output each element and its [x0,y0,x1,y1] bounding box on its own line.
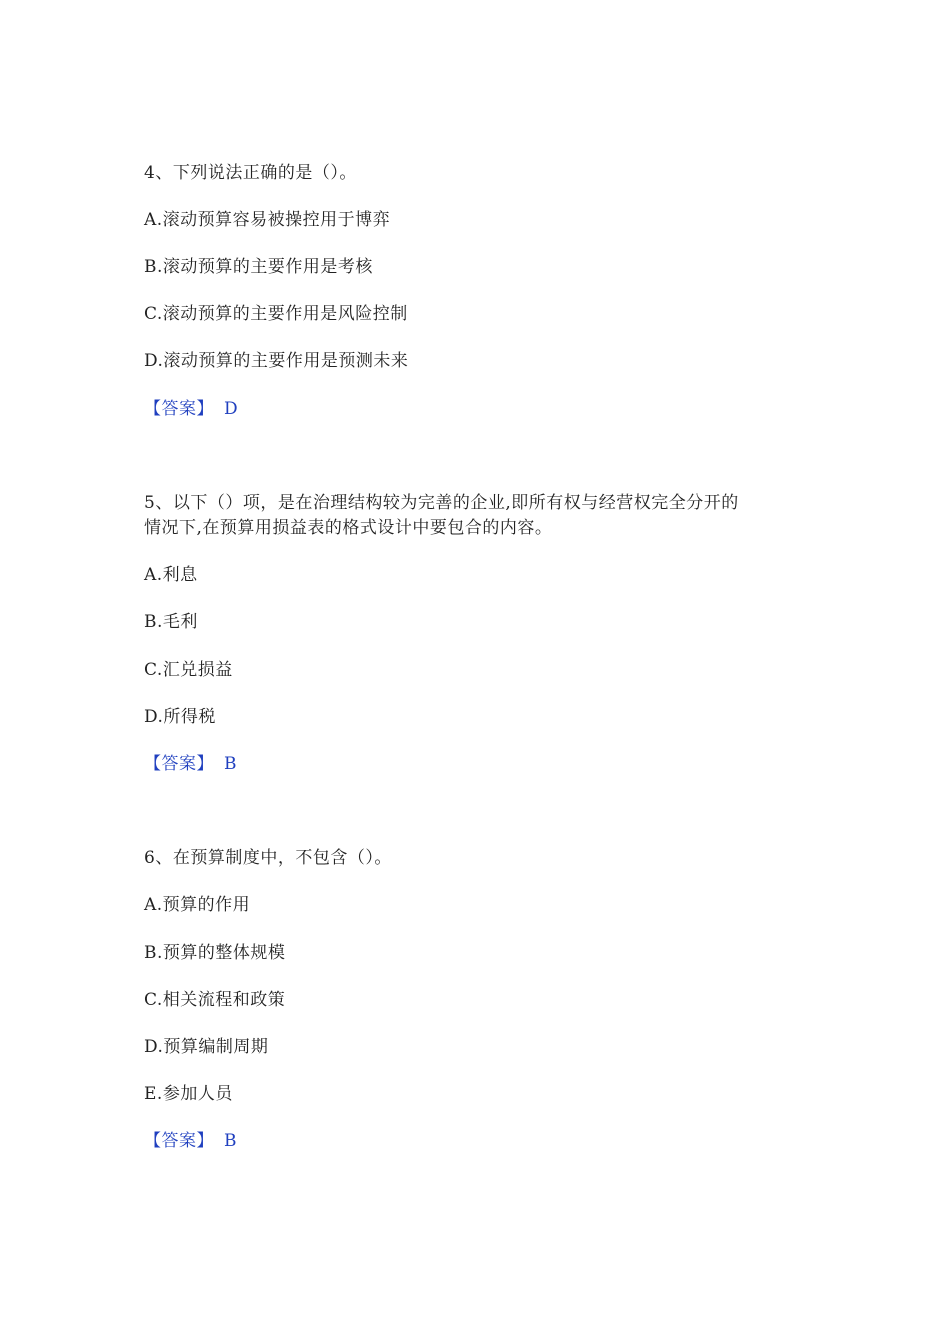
option-d: D.所得税 [144,707,216,727]
option-b: B.预算的整体规模 [144,943,286,963]
answer-line [144,752,237,776]
option-d: D.预算编制周期 [144,1037,269,1057]
option-b: B.滚动预算的主要作用是考核 [144,257,373,277]
option-a: A.滚动预算容易被操控用于博弈 [144,210,391,230]
answer-value: B [224,1131,237,1151]
option-e: E.参加人员 [144,1084,233,1104]
question-stem: 6、在预算制度中，不包含（）。 [144,848,392,868]
answer-label: 【答案】 [144,399,214,419]
option-c: C.滚动预算的主要作用是风险控制 [144,304,408,324]
option-d: D.滚动预算的主要作用是预测未来 [144,351,409,371]
answer-line [144,1129,237,1153]
option-a: A.预算的作用 [144,895,251,915]
option-b: B.毛利 [144,612,198,632]
option-c: C.相关流程和政策 [144,990,286,1010]
question-stem-cont: 情况下,在预算用损益表的格式设计中要包合的内容。 [144,518,553,538]
option-a: A.利息 [144,565,198,585]
option-c: C.汇兑损益 [144,660,233,680]
question-stem: 5、以下（）项，是在治理结构较为完善的企业,即所有权与经营权完全分开的 [144,493,739,513]
answer-value: D [224,399,239,419]
answer-label: 【答案】 [144,754,214,774]
question-stem: 4、下列说法正确的是（）。 [144,163,357,183]
answer-value: B [224,754,237,774]
answer-label: 【答案】 [144,1131,214,1151]
answer-line [144,397,238,421]
